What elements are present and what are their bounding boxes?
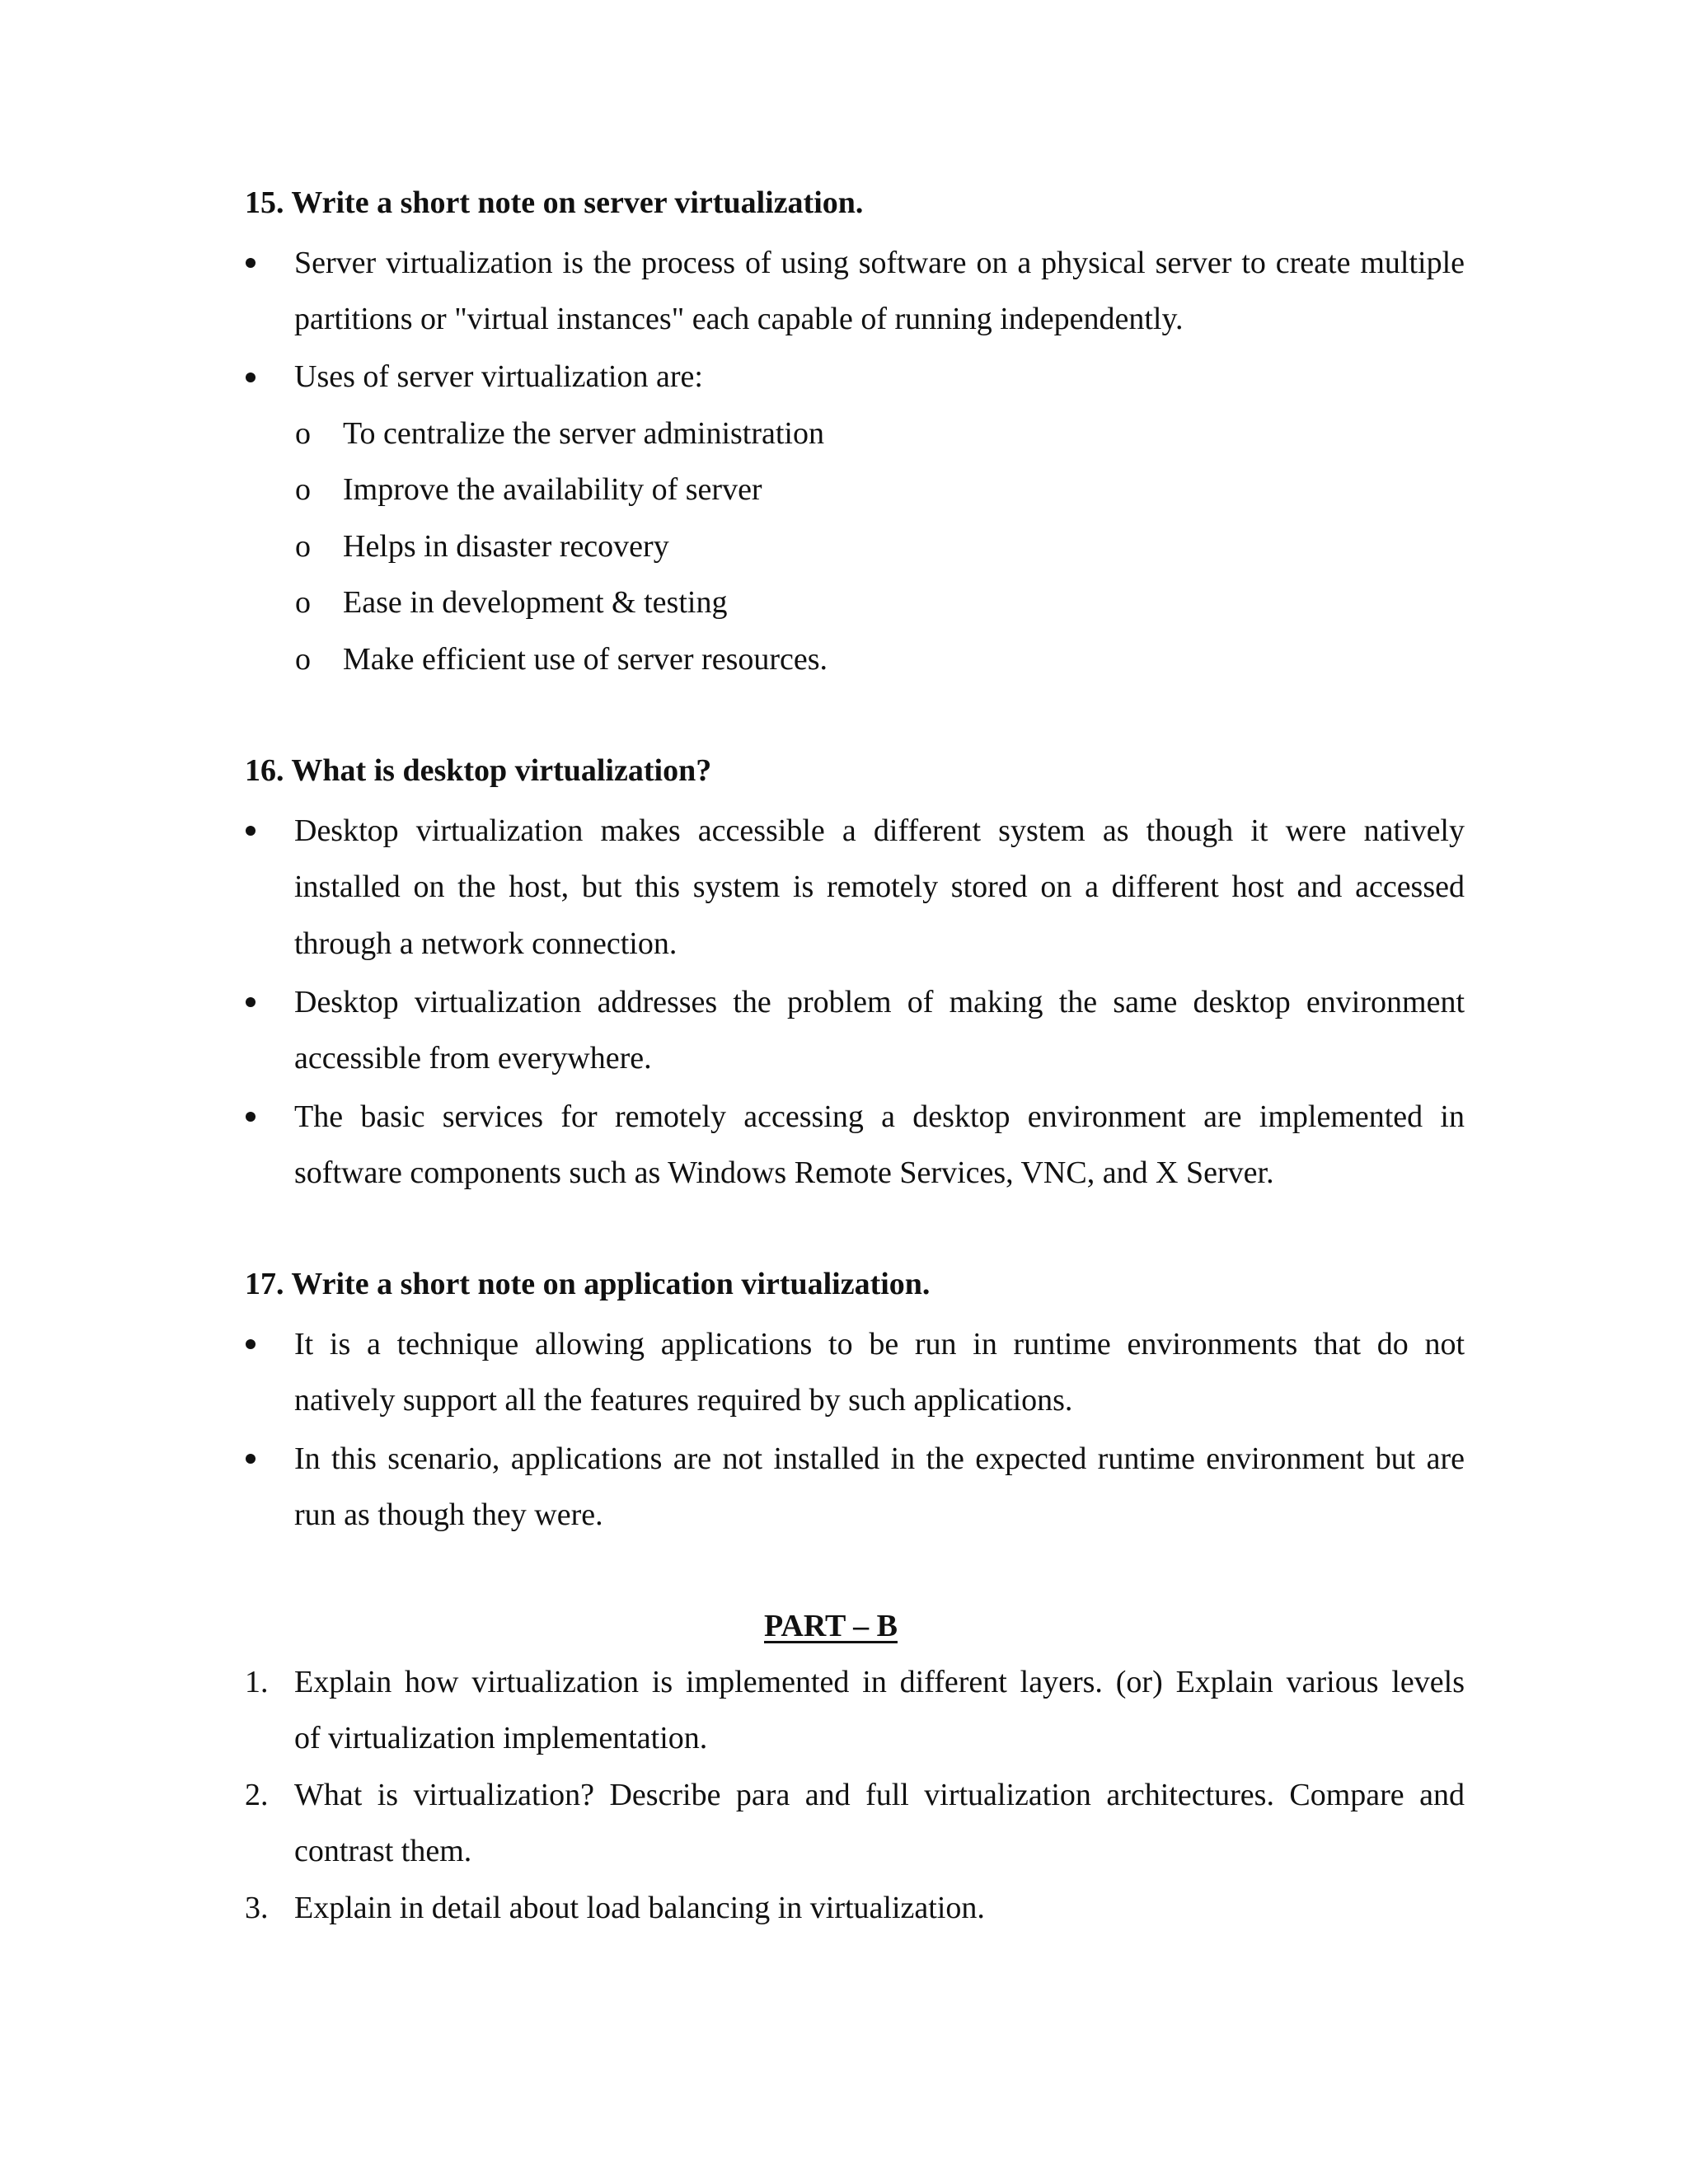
- bullet-icon: [246, 373, 256, 382]
- q15-sub-item-2: Improve the availability of server: [343, 472, 762, 507]
- q15-sub-item-4: Ease in development & testing: [343, 585, 728, 620]
- q16-bullet-3-line-1: The basic services for remotely accessing a desktop environment are implemented in: [294, 1099, 1465, 1134]
- q16-bullet-1-line-3: through a network connection.: [294, 926, 678, 961]
- part-b-item-1-line-2: of virtualization implementation.: [294, 1721, 708, 1755]
- q15-bullet-1-line-2: partitions or "virtual instances" each capable of running independently.: [294, 302, 1184, 336]
- q16-bullet-2-line-1: Desktop virtualization addresses the problem of making the same desktop environment: [294, 985, 1465, 1019]
- q17-bullet-1-line-2: natively support all the features required by such applications.: [294, 1383, 1073, 1418]
- q17-bullet-1-line-1: It is a technique allowing applications to be run in runtime environments that do not: [294, 1327, 1465, 1361]
- q16-bullet-2-line-2: accessible from everywhere.: [294, 1041, 652, 1076]
- bullet-icon: [246, 997, 256, 1007]
- part-b-item-3-line-1: Explain in detail about load balancing in virtualization.: [294, 1891, 985, 1925]
- q16-bullet-1-line-2: installed on the host, but this system is remotely stored on a different host and accessed: [294, 869, 1465, 904]
- circle-bullet-icon: o: [295, 585, 311, 620]
- part-b-item-1-number: 1.: [245, 1665, 269, 1699]
- part-b-title: PART – B: [764, 1609, 898, 1643]
- q16-bullet-3-line-2: software components such as Windows Remote Services, VNC, and X Server.: [294, 1155, 1274, 1190]
- question-15-heading: 15. Write a short note on server virtualization.: [245, 185, 864, 220]
- bullet-icon: [246, 258, 256, 268]
- question-16-heading: 16. What is desktop virtualization?: [245, 753, 712, 788]
- circle-bullet-icon: o: [295, 529, 311, 564]
- q17-bullet-2-line-1: In this scenario, applications are not installed in the expected runtime environment but are: [294, 1441, 1465, 1476]
- circle-bullet-icon: o: [295, 416, 311, 451]
- bullet-icon: [246, 1454, 256, 1464]
- part-b-item-2-number: 2.: [245, 1778, 269, 1812]
- q15-bullet-1-line-1: Server virtualization is the process of using software on a physical server to create multiple: [294, 246, 1465, 280]
- circle-bullet-icon: o: [295, 642, 311, 677]
- bullet-icon: [246, 1112, 256, 1122]
- q15-bullet-2: Uses of server virtualization are:: [294, 359, 703, 394]
- part-b-item-2-line-1: What is virtualization? Describe para and full virtualization architectures. Compare and: [294, 1778, 1465, 1812]
- q17-bullet-2-line-2: run as though they were.: [294, 1497, 603, 1532]
- q15-sub-item-5: Make efficient use of server resources.: [343, 642, 828, 677]
- q16-bullet-1-line-1: Desktop virtualization makes accessible a different system as though it were natively: [294, 813, 1465, 848]
- q15-sub-item-3: Helps in disaster recovery: [343, 529, 669, 564]
- part-b-item-2-line-2: contrast them.: [294, 1834, 472, 1868]
- q15-sub-item-1: To centralize the server administration: [343, 416, 824, 451]
- bullet-icon: [246, 1339, 256, 1349]
- part-b-item-1-line-1: Explain how virtualization is implemented in different layers. (or) Explain various levels: [294, 1665, 1465, 1699]
- part-b-item-3-number: 3.: [245, 1891, 269, 1925]
- question-17-heading: 17. Write a short note on application virtualization.: [245, 1267, 931, 1301]
- circle-bullet-icon: o: [295, 472, 311, 507]
- bullet-icon: [246, 826, 256, 836]
